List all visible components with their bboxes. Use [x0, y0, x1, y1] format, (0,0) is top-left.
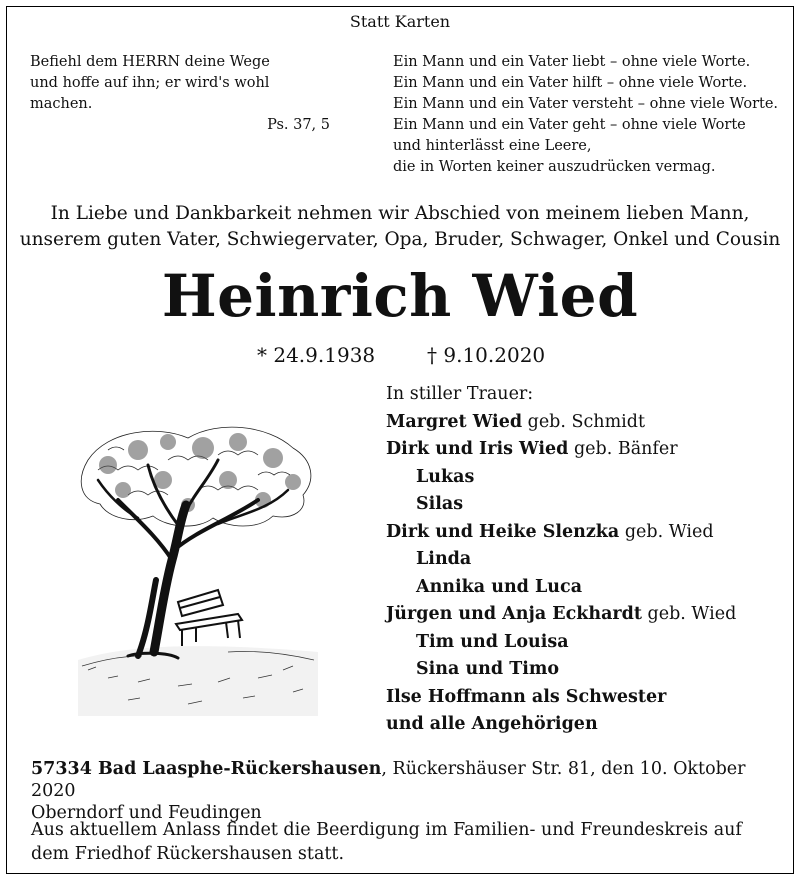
- mourner-entry: [386, 491, 736, 519]
- mourner-name: Tim und Louisa: [416, 631, 569, 652]
- poem: [393, 52, 783, 178]
- address-street-date: , Rückershäuser Str. 81, den 10. Oktober 2020: [31, 759, 746, 801]
- mourner-entry: [386, 409, 736, 437]
- verse-line: Befiehl dem HERRN deine Wege: [30, 54, 270, 70]
- address-place: 57334 Bad Laasphe-Rückershausen: [31, 759, 382, 779]
- mourner-entry: [386, 546, 736, 574]
- verse-reference: Ps. 37, 5: [267, 117, 330, 133]
- notice-line: dem Friedhof Rückershausen statt.: [31, 844, 345, 864]
- address-line-2: Oberndorf und Feudingen: [31, 803, 262, 823]
- mourner-name: Annika und Luca: [416, 576, 583, 597]
- mourner-name: Dirk und Heike Slenzka: [386, 521, 620, 542]
- intro-line: In Liebe und Dankbarkeit nehmen wir Abschied von meinem lieben Mann,: [50, 203, 750, 224]
- mourner-entry: [386, 574, 736, 602]
- mourner-name: Ilse Hoffmann als Schwester: [386, 686, 667, 707]
- mourners-list: [386, 381, 736, 739]
- mourner-note: geb. Bänfer: [568, 439, 678, 459]
- address-block: [31, 758, 791, 824]
- bible-verse: [30, 52, 330, 136]
- mourner-name: Sina und Timo: [416, 659, 560, 679]
- mourner-entry: [386, 629, 736, 657]
- mourner-entry: [386, 684, 736, 712]
- death-date: † 9.10.2020: [427, 343, 546, 367]
- address-line: [31, 758, 791, 802]
- mourner-entry: [386, 601, 736, 629]
- mourner-name: und alle Angehörigen: [386, 714, 598, 734]
- statt-karten-label: Statt Karten: [349, 12, 451, 31]
- poem-line: Ein Mann und ein Vater hilft – ohne viele Worte.: [393, 75, 748, 91]
- mourner-note: geb. Wied: [641, 604, 737, 624]
- mourner-name: Lukas: [416, 466, 475, 487]
- mourner-name: Dirk und Iris Wied: [386, 439, 569, 459]
- notice-line: Aus aktuellem Anlass findet die Beerdigung im Familien- und Freundeskreis auf: [31, 820, 742, 840]
- poem-line: und hinterlässt eine Leere,: [393, 138, 592, 154]
- intro-line: unserem guten Vater, Schwiegervater, Opa, Bruder, Schwager, Onkel und Cousin: [19, 229, 781, 250]
- mourner-name: Linda: [416, 549, 472, 569]
- poem-line: Ein Mann und ein Vater versteht – ohne viele Worte.: [393, 96, 779, 112]
- mourner-entry: [386, 436, 736, 464]
- mourner-name: Margret Wied: [386, 411, 523, 432]
- poem-line: Ein Mann und ein Vater geht – ohne viele Worte: [393, 117, 746, 133]
- deceased-name: Heinrich Wied: [161, 262, 639, 330]
- mourner-note: geb. Wied: [619, 521, 714, 542]
- mourner-note: geb. Schmidt: [522, 411, 645, 432]
- mourner-name: Silas: [416, 494, 464, 514]
- mourner-entry: [386, 519, 736, 547]
- mourner-entry: [386, 711, 736, 739]
- birth-date: * 24.9.1938: [257, 343, 376, 367]
- mourner-entry: [386, 656, 736, 684]
- verse-line: und hoffe auf ihn; er wird's wohl machen.: [30, 75, 270, 112]
- funeral-notice: [31, 818, 791, 866]
- poem-line: die in Worten keiner auszudrücken vermag.: [393, 159, 716, 175]
- intro-text: [0, 201, 800, 253]
- mourners-heading: In stiller Trauer:: [386, 384, 534, 404]
- mourner-entry: [386, 464, 736, 492]
- mourner-name: Jürgen und Anja Eckhardt: [386, 604, 642, 624]
- tree-with-bench-icon: [68, 420, 320, 716]
- poem-line: Ein Mann und ein Vater liebt – ohne viele Worte.: [393, 54, 751, 70]
